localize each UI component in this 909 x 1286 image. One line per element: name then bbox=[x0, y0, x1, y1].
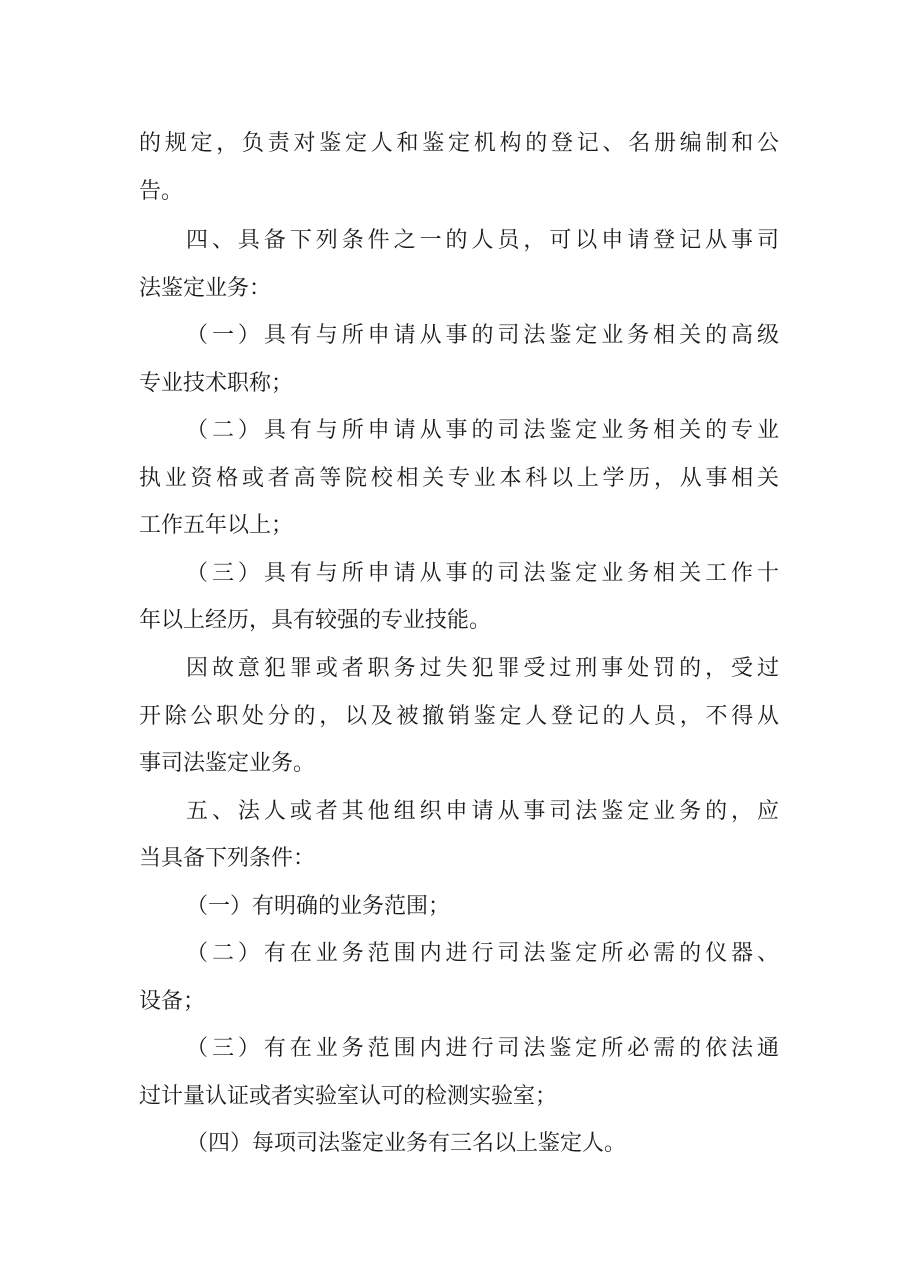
text-line: （一）具有与所申请从事的司法鉴定业务相关的高级 bbox=[186, 323, 779, 348]
text-line: （二）具有与所申请从事的司法鉴定业务相关的专业 bbox=[186, 418, 779, 443]
text-line: 法鉴定业务： bbox=[139, 276, 272, 301]
text-line: 的规定，负责对鉴定人和鉴定机构的登记、名册编制和公 bbox=[139, 131, 779, 156]
text-line: 当具备下列条件： bbox=[139, 846, 316, 871]
text-line: 开除公职处分的，以及被撤销鉴定人登记的人员，不得从 bbox=[139, 704, 779, 729]
text-line: （三）有在业务范围内进行司法鉴定所必需的依法通 bbox=[186, 1036, 779, 1061]
text-line: 执业资格或者高等院校相关专业本科以上学历，从事相关 bbox=[139, 466, 779, 491]
text-line: 年以上经历，具有较强的专业技能。 bbox=[139, 608, 492, 633]
text-line: 专业技术职称； bbox=[139, 371, 294, 396]
text-line: 工作五年以上； bbox=[139, 513, 294, 538]
text-line: 因故意犯罪或者职务过失犯罪受过刑事处罚的，受过 bbox=[186, 656, 779, 681]
text-line: （二）有在业务范围内进行司法鉴定所必需的仪器、 bbox=[186, 941, 779, 966]
text-line: 五、法人或者其他组织申请从事司法鉴定业务的，应 bbox=[186, 799, 779, 824]
text-line: 事司法鉴定业务。 bbox=[139, 751, 316, 776]
text-line: （一）有明确的业务范围； bbox=[186, 894, 451, 919]
text-line: 设备； bbox=[139, 989, 206, 1014]
text-line: 过计量认证或者实验室认可的检测实验室； bbox=[139, 1084, 558, 1109]
text-line: （四）每项司法鉴定业务有三名以上鉴定人。 bbox=[186, 1131, 627, 1156]
text-line: （三）具有与所申请从事的司法鉴定业务相关工作十 bbox=[186, 561, 779, 586]
text-line: 告。 bbox=[139, 179, 184, 204]
text-line: 四、具备下列条件之一的人员，可以申请登记从事司 bbox=[186, 228, 779, 253]
